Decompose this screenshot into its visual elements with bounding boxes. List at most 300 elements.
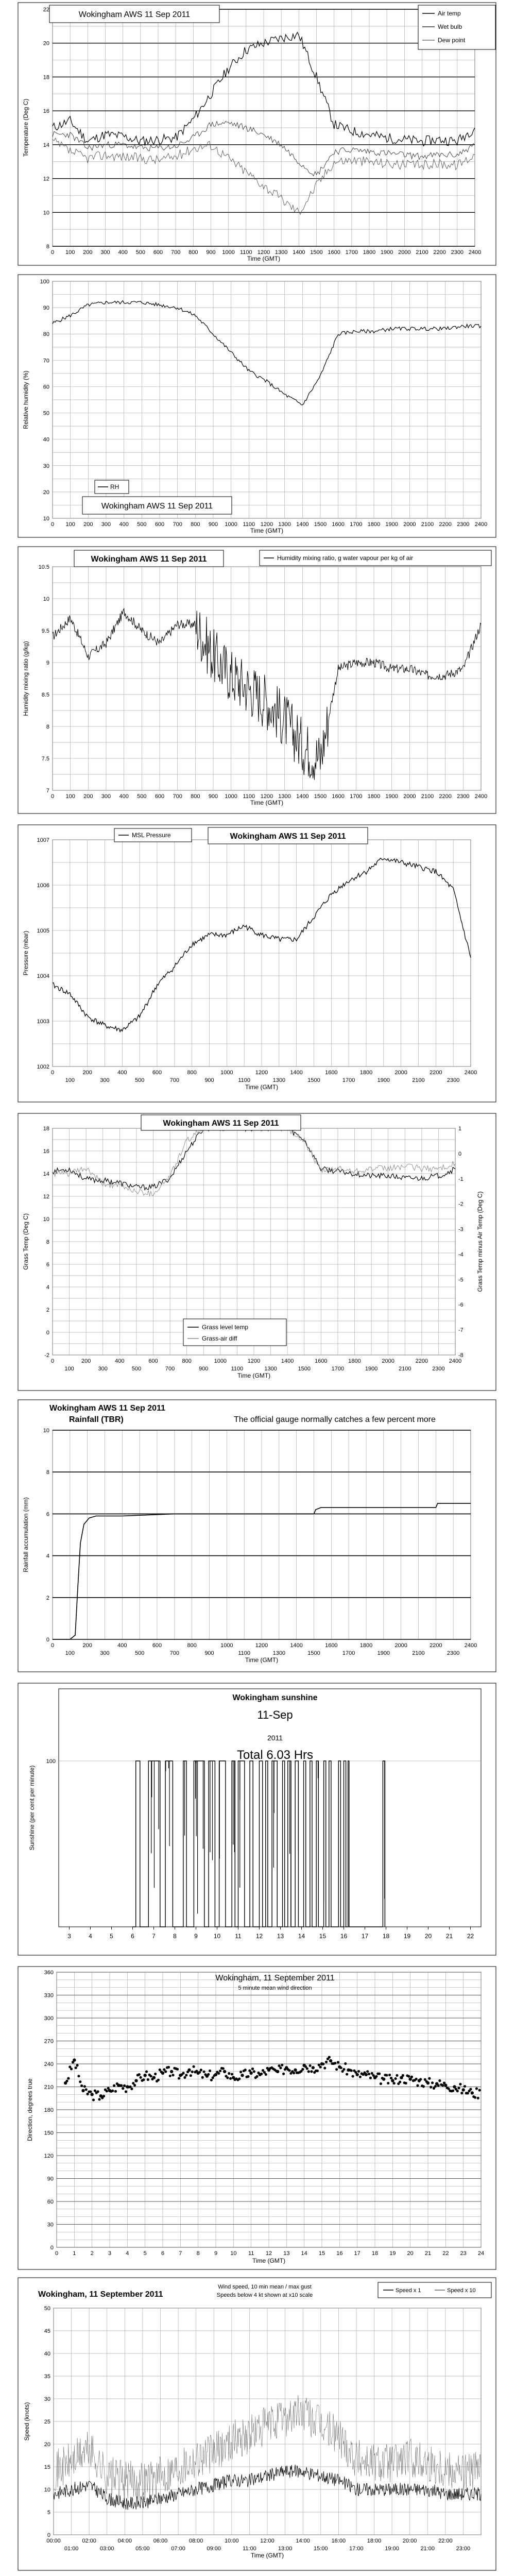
x-tick-label: 00:00 [46,2538,61,2544]
data-point [247,2075,249,2078]
x-tick-label: 18:00 [367,2538,382,2544]
data-point [86,2093,89,2095]
x-tick-label: 100 [65,249,75,256]
x-tick-label: 12 [255,1933,263,1940]
data-point [369,2077,372,2079]
x-tick-label: 1100 [238,1077,250,1083]
y-tick-label: 60 [47,2199,54,2205]
x-tick-label: 1500 [307,1650,320,1656]
x-tick-label: 1600 [332,793,345,800]
x-tick-label: 1600 [325,1642,338,1649]
x-tick-label: 2300 [447,1077,460,1083]
y-tick-label: 10 [43,210,49,216]
y-tick-label: 20 [43,40,49,47]
y-tick-label: 10 [44,2487,50,2493]
y-tick-label: -2 [44,1352,49,1359]
data-point [469,2088,472,2090]
data-point [426,2081,430,2084]
x-tick-label: 1800 [359,1070,373,1076]
x-tick-label: 16:00 [331,2538,346,2544]
x-tick-label: 2200 [433,249,446,256]
y-tick-label: 30 [43,463,49,469]
data-point [154,2073,157,2075]
x-tick-label: 1400 [296,793,309,800]
x-tick-label: 1100 [231,1366,244,1372]
x-tick-label: 400 [115,1358,125,1364]
x-tick-label: 100 [64,1366,74,1372]
y-tick-label: 150 [44,2130,54,2137]
y-tick-label: 12 [43,1194,49,1200]
x-tick-label: 1300 [272,1077,286,1083]
x-tick-label: 07:00 [171,2546,185,2552]
y-tick-label: 12 [43,176,49,182]
data-point [97,2090,99,2093]
x-tick-label: 0 [50,1642,55,1649]
x-tick-label: 500 [134,1650,145,1656]
data-point [351,2075,354,2077]
y-tick-label: 8 [46,1239,49,1245]
x-tick-label: 800 [191,793,200,800]
x-tick-label: 500 [137,521,147,528]
data-point [138,2073,141,2076]
chart-title: Wokingham, 11 September 2011 [38,2290,163,2299]
data-point [231,2073,233,2075]
chart-title: Wokingham AWS 11 Sep 2011 [78,10,191,19]
x-tick-label: 06:00 [153,2538,168,2544]
x-tick-label: 4 [89,1933,92,1940]
x-tick-label: 1400 [290,1642,303,1649]
x-tick-label: 09:00 [207,2546,221,2552]
x-tick-label: 23 [460,2250,467,2257]
data-point [92,2098,95,2101]
x-tick-label: 800 [191,521,200,528]
x-tick-label: 1900 [377,1077,390,1083]
x-tick-label: 1700 [342,1650,355,1656]
x-axis-label: Time (GMT) [252,2257,286,2264]
x-tick-label: 2000 [403,521,416,528]
x-tick-label: 1200 [257,249,270,256]
x-tick-label: 800 [188,249,198,256]
legend-label: Speed x 1 [396,2287,421,2294]
data-point [319,2066,322,2069]
data-point [344,2062,347,2065]
plot-area [59,1689,481,1927]
x-tick-label: 1 [73,2250,76,2257]
x-tick-label: 700 [173,793,182,800]
y-tick-label: 100 [40,279,49,285]
rainfall-chart [18,1399,496,1672]
y-tick-label: 4 [46,1553,49,1560]
data-point [276,2070,279,2073]
x-tick-label: 0 [50,1358,55,1364]
y-axis-label: Relative humidity (%) [22,370,29,429]
y-tick-label: 1002 [37,1064,49,1070]
x-tick-label: 100 [65,1650,75,1656]
x-tick-label: 1600 [325,1070,338,1076]
y-tick-label-right: -8 [458,1352,464,1359]
data-point [460,2092,463,2094]
x-tick-label: 14 [301,2250,307,2257]
x-tick-label: 300 [101,521,111,528]
y-tick-label: 0 [50,2245,54,2251]
data-point [464,2085,466,2088]
x-tick-label: 1500 [314,793,327,800]
data-point [419,2078,422,2080]
data-point [334,2062,336,2064]
x-tick-label: 14:00 [296,2538,310,2544]
x-tick-label: 1300 [278,521,291,528]
data-point [288,2069,290,2072]
y-tick-label: 50 [44,2306,50,2312]
x-tick-label: 400 [117,1070,127,1076]
data-point [139,2076,142,2079]
x-tick-label: 1000 [214,1358,227,1364]
x-tick-label: 2300 [457,793,470,800]
data-point [241,2074,244,2077]
data-point [81,2089,84,2092]
y-tick-label: 300 [44,2015,54,2022]
x-tick-label: 0 [50,521,55,528]
chart-title: Wokingham AWS 11 Sep 2011 [49,1404,165,1413]
x-tick-label: 22 [467,1933,474,1940]
x-tick-label: 1400 [290,1070,303,1076]
x-tick-label: 9 [214,2250,218,2257]
x-tick-label: 17 [354,2250,360,2257]
x-tick-label: 200 [82,1070,92,1076]
x-tick-label: 10 [213,1933,221,1940]
x-tick-label: 1400 [281,1358,294,1364]
x-tick-label: 0 [55,2250,59,2257]
data-point [390,2077,392,2079]
data-point [164,2070,167,2073]
data-point [355,2073,358,2076]
data-point [357,2070,360,2073]
x-tick-label: 1900 [385,521,398,528]
y-tick-label: 10.5 [38,564,49,570]
x-tick-label: 01:00 [64,2546,79,2552]
data-point [123,2084,126,2087]
data-point [416,2084,419,2087]
data-point [391,2079,394,2082]
x-tick-label: 200 [83,249,93,256]
data-point [203,2071,205,2073]
data-point [223,2070,226,2073]
data-point [85,2088,88,2091]
data-point [471,2091,474,2094]
data-point [207,2073,210,2076]
x-tick-label: 11:00 [243,2546,256,2552]
x-tick-label: 7 [152,1933,156,1940]
data-point [226,2076,229,2079]
x-tick-label: 9 [194,1933,198,1940]
x-tick-label: 2200 [439,521,452,528]
x-tick-label: 13:00 [278,2546,293,2552]
y-tick-label: 30 [44,2396,50,2402]
data-point [171,2074,174,2076]
data-point [385,2074,388,2076]
chart-title: Wokingham AWS 11 Sep 2011 [91,555,207,564]
y-tick-label: 10 [43,1216,49,1223]
data-point [147,2078,149,2081]
y-tick-label: 1007 [37,837,49,843]
data-point [75,2066,77,2069]
data-point [378,2072,381,2075]
data-point [477,2097,479,2099]
x-tick-label: 2100 [412,1650,425,1656]
x-tick-label: 500 [135,249,146,256]
x-tick-label: 17:00 [349,2546,364,2552]
y-tick-label: 2 [46,1307,49,1313]
x-tick-label: 2300 [451,249,464,256]
x-tick-label: 3 [67,1933,71,1940]
x-tick-label: 1400 [293,249,305,256]
x-tick-label: 1200 [260,521,273,528]
y-tick-label: 14 [43,142,49,148]
x-tick-label: 6 [161,2250,165,2257]
data-point [167,2066,170,2069]
y-tick-label: 4 [46,1284,49,1291]
x-tick-label: 600 [152,1070,162,1076]
y-tick-label: 20 [44,2442,50,2448]
data-point [89,2090,92,2093]
chart-total: Total 6.03 Hrs [236,1748,314,1762]
x-tick-label: 900 [206,249,216,256]
x-tick-label: 1700 [350,793,363,800]
data-point [90,2093,93,2096]
x-axis-label: Time (GMT) [237,1372,271,1379]
x-tick-label: 15 [318,2250,325,2257]
data-point [251,2067,254,2070]
y-tick-label: 210 [44,2084,54,2091]
y-tick-label: 18 [43,74,49,81]
y-tick-label: 50 [43,410,49,417]
data-point [79,2080,81,2083]
x-tick-label: 700 [169,1077,180,1083]
y-axis-label: Pressure (mbar) [22,930,29,976]
data-point [183,2076,186,2079]
data-point [249,2072,252,2075]
y-tick-label: 18 [43,1126,49,1132]
x-tick-label: 8 [173,1933,177,1940]
x-tick-label: 7 [179,2250,182,2257]
data-point [393,2082,396,2084]
y-tick-label: 40 [44,2351,50,2357]
data-point [170,2070,173,2073]
data-point [380,2082,382,2085]
x-tick-label: 12 [265,2250,272,2257]
x-axis-label: Time (GMT) [247,255,281,262]
x-tick-label: 03:00 [99,2546,114,2552]
x-tick-label: 22:00 [438,2538,453,2544]
data-point [323,2067,326,2070]
x-tick-label: 1200 [247,1358,261,1364]
x-tick-label: 600 [154,521,165,528]
x-tick-label: 23:00 [456,2546,471,2552]
data-point [428,2077,431,2080]
x-tick-label: 300 [98,1366,108,1372]
data-point [178,2077,180,2079]
y-tick-label: 0 [46,1330,49,1336]
data-point [322,2063,324,2065]
data-point [404,2082,407,2084]
chart-subtitle: Wind speed, 10 min mean / max gust [218,2284,312,2290]
x-tick-label: 2400 [474,793,488,800]
y-tick-label-right: -4 [458,1251,464,1258]
x-tick-label: 400 [119,521,129,528]
x-tick-label: 1700 [331,1366,345,1372]
x-tick-label: 12:00 [260,2538,274,2544]
x-tick-label: 18 [371,2250,379,2257]
data-point [293,2072,295,2074]
data-point [111,2090,114,2092]
legend-label: Humidity mixing ratio, g water vapour per kg of air [277,554,414,562]
y-tick-label: 180 [44,2107,54,2113]
x-tick-label: 1000 [225,521,237,528]
y-tick-label: 270 [44,2038,54,2045]
data-point [375,2075,377,2078]
x-tick-label: 13 [277,1933,284,1940]
data-point [73,2058,76,2061]
data-point [120,2084,123,2087]
x-tick-label: 100 [65,793,75,800]
x-tick-label: 500 [137,793,147,800]
y-tick-label: 330 [44,1992,54,1999]
y-tick-label: 40 [43,436,49,443]
x-tick-label: 15 [319,1933,327,1940]
chart-subtitle: 5 minute mean wind direction [238,1985,312,1991]
x-tick-label: 2000 [394,1642,407,1649]
data-point [190,2074,192,2077]
x-tick-label: 1900 [385,793,398,800]
legend-label: RH [110,483,119,490]
x-tick-label: 1700 [342,1077,355,1083]
x-tick-label: 2400 [449,1358,462,1364]
x-tick-label: 19:00 [385,2546,399,2552]
data-point [301,2068,304,2071]
x-tick-label: 700 [170,249,181,256]
x-tick-label: 2400 [464,1070,477,1076]
data-point [438,2079,441,2082]
data-point [125,2090,127,2093]
data-point [76,2064,78,2066]
data-point [306,2067,308,2070]
data-point [459,2083,461,2086]
x-tick-label: 600 [153,249,163,256]
y-tick-label-right: -3 [458,1226,464,1233]
x-tick-label: 200 [82,1642,92,1649]
x-tick-label: 5 [143,2250,147,2257]
data-point [185,2074,187,2076]
y-tick-label-right: -7 [458,1327,464,1334]
x-tick-label: 900 [204,1077,214,1083]
data-point [102,2095,105,2097]
x-tick-label: 400 [117,1642,127,1649]
y-tick-label: 8 [46,1469,49,1476]
y-tick-label: 35 [44,2374,50,2380]
data-point [396,2074,398,2077]
x-tick-label: 2300 [447,1650,460,1656]
y-tick-label: 10 [43,596,49,602]
data-point [329,2059,332,2062]
y-tick-label: 15 [44,2464,50,2470]
x-tick-label: 5 [110,1933,113,1940]
x-tick-label: 1200 [255,1070,268,1076]
x-tick-label: 600 [154,793,165,800]
x-tick-label: 1500 [314,521,327,528]
x-tick-label: 2100 [421,521,434,528]
x-tick-label: 1000 [222,249,235,256]
data-point [130,2088,133,2090]
data-point [244,2069,247,2071]
data-point [70,2067,73,2070]
x-tick-label: 1800 [367,521,381,528]
data-point [365,2073,368,2076]
data-point [325,2061,328,2063]
chart-title: Wokingham sunshine [232,1693,318,1702]
y-tick-label: 1006 [37,883,49,889]
y-tick-label: 10 [43,1428,49,1434]
y-tick-label: 14 [43,1171,49,1177]
x-tick-label: 1500 [310,249,323,256]
x-tick-label: 400 [119,793,129,800]
x-tick-label: 16 [336,2250,343,2257]
data-point [210,2079,213,2081]
data-point [239,2071,242,2073]
x-tick-label: 1200 [255,1642,268,1649]
x-tick-label: 200 [83,521,93,528]
y-axis-label: Grass Temp (Deg C) [22,1213,29,1270]
y-tick-label: 90 [43,305,49,312]
x-tick-label: 2200 [430,1070,442,1076]
x-tick-label: 1000 [220,1070,233,1076]
x-tick-label: 1100 [243,521,255,528]
data-point [83,2085,86,2088]
x-tick-label: 300 [100,1650,110,1656]
y-tick-label: 22 [43,7,49,13]
x-tick-label: 02:00 [82,2538,96,2544]
y-tick-label: 8.5 [41,692,49,698]
data-point [122,2087,124,2090]
x-tick-label: 10 [230,2250,237,2257]
data-point [394,2077,397,2080]
y-axis-label: Speed (knots) [23,2402,30,2441]
x-tick-label: 0 [50,249,55,256]
y-tick-label: 10 [43,516,49,522]
y-axis-label: Temperature (Deg C) [22,98,29,157]
x-tick-label: 1700 [350,521,363,528]
data-point [157,2079,160,2081]
y-tick-label: 8 [46,724,49,730]
data-point [316,2070,319,2072]
y-tick-label: 2 [46,1595,49,1601]
x-tick-label: 400 [118,249,128,256]
chart-title: Wokingham AWS 11 Sep 2011 [163,1119,279,1128]
data-point [422,2085,425,2088]
y-tick-label: 360 [44,1970,54,1976]
legend-label: Wet bulb [438,23,462,30]
x-tick-label: 200 [83,793,93,800]
data-point [456,2090,459,2092]
data-point [134,2079,138,2082]
x-axis-label: Time (GMT) [245,1656,279,1664]
data-point [143,2074,146,2077]
temperature-chart [18,2,496,266]
chart-year: 2011 [267,1734,283,1742]
data-point [478,2089,481,2091]
y-tick-label: 6 [46,1262,49,1268]
data-point [176,2068,179,2071]
x-tick-label: 15:00 [313,2546,328,2552]
